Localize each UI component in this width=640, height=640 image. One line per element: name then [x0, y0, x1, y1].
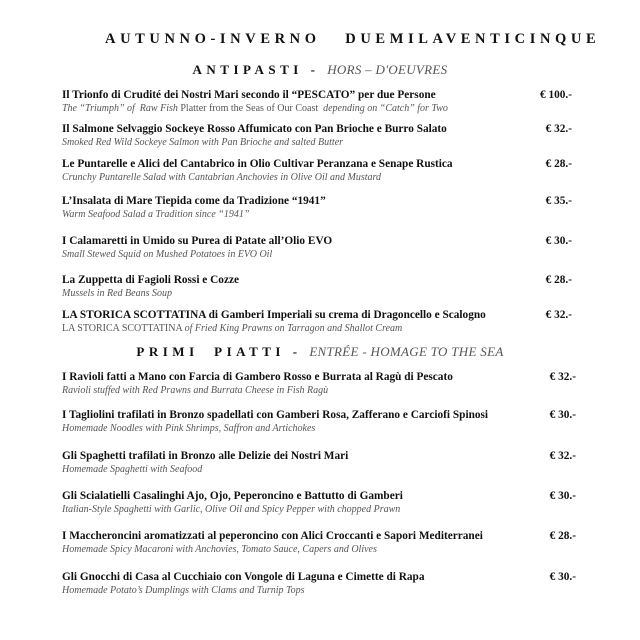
item-name: La Zuppetta di Fagioli Rossi e Cozze [62, 274, 239, 286]
item-description [62, 288, 572, 299]
item-name: I Tagliolini trafilati in Bronzo spadellati con Gamberi Rosa, Zafferano e Carciofi Spinosi [62, 409, 489, 421]
item-price: € 28.- [545, 274, 572, 286]
name-part: LA STORICA SCOTTATINA [62, 309, 206, 321]
menu-item [62, 409, 576, 434]
desc-part: Smoked Red Wild Sockeye Salmon with Pan Brioche and salted Butter [62, 137, 344, 148]
section-separator: - [302, 62, 328, 77]
item-price: € 100.- [539, 89, 572, 101]
item-name: I Maccheroncini aromatizzati al peperoncino con Alici Croccanti e Sapori Mediterranei [62, 530, 483, 542]
section-separator: - [284, 344, 310, 359]
section-heading-antipasti [0, 62, 640, 78]
item-description [62, 504, 572, 515]
item-description [62, 423, 572, 434]
item-name: I Ravioli fatti a Mano con Farcia di Gambero Rosso e Burrata al Ragù di Pescato [62, 371, 453, 383]
section-title: ANTIPASTI [192, 62, 303, 77]
item-price: € 30.- [545, 235, 572, 247]
item-description [62, 544, 572, 555]
menu-item [62, 235, 572, 260]
desc-part: Warm Seafood Salad a Tradition since “1941” [62, 209, 250, 220]
menu-item [62, 158, 572, 183]
desc-part: Platter from the Seas of Our Coast [177, 103, 324, 114]
menu-item [62, 571, 576, 596]
menu-item [62, 123, 572, 148]
item-description [62, 209, 572, 220]
item-name: Gli Spaghetti trafilati in Bronzo alle Delizie dei Nostri Mari [62, 450, 349, 462]
item-name: L’Insalata di Mare Tiepida come da Tradizione “1941” [62, 195, 326, 207]
name-part: di Gamberi Imperiali su crema di Dragoncello e Scalogno [205, 309, 486, 321]
item-price: € 32.- [549, 450, 576, 462]
item-description [62, 323, 572, 334]
section-title: PRIMI PIATTI [136, 344, 285, 359]
item-price: € 32.- [549, 371, 576, 383]
desc-part: of Fried King Prawns on Tarragon and Shallot Cream [184, 323, 403, 334]
section-heading-primi [0, 344, 640, 360]
item-name: Gli Scialatielli Casalinghi Ajo, Ojo, Peperoncino e Battutto di Gamberi [62, 490, 403, 502]
item-price: € 32.- [545, 123, 572, 135]
menu-item [62, 309, 572, 334]
item-description [62, 249, 572, 260]
item-name: I Calamaretti in Umido su Purea di Patate all’Olio EVO [62, 235, 333, 247]
menu-item [62, 530, 576, 555]
desc-part: Homemade Potato’s Dumplings with Clams and Turnip Tops [62, 585, 305, 596]
menu-item [62, 274, 572, 299]
item-price: € 28.- [545, 158, 572, 170]
section-subtitle: HORS – D'OEUVRES [327, 62, 448, 77]
item-price: € 35.- [545, 195, 572, 207]
desc-part: Mussels in Red Beans Soup [62, 288, 172, 299]
desc-part: Homemade Spicy Macaroni with Anchovies, Tomato Sauce, Capers and Olives [62, 544, 377, 555]
menu-item [62, 450, 576, 475]
desc-part: Homemade Noodles with Pink Shrimps, Saffron and Artichokes [62, 423, 316, 434]
item-description [62, 137, 572, 148]
item-description [62, 585, 572, 596]
menu-title: AUTUNNO-INVERNO DUEMILAVENTICINQUE [105, 31, 601, 47]
item-description [62, 385, 572, 396]
item-description [62, 103, 572, 114]
item-price: € 30.- [549, 409, 576, 421]
menu-item [62, 371, 576, 396]
item-name: Il Trionfo di Crudité dei Nostri Mari secondo il “PESCATO” per due Persone [62, 89, 436, 101]
item-description [62, 172, 572, 183]
menu-item [62, 490, 576, 515]
item-description [62, 464, 572, 475]
section-subtitle: ENTRÉE - HOMAGE TO THE SEA [309, 344, 504, 359]
item-price: € 32.- [545, 309, 572, 321]
menu-item [62, 195, 572, 220]
desc-part: Ravioli stuffed with Red Prawns and Burrata Cheese in Fish Ragù [62, 385, 329, 396]
item-name [62, 309, 572, 321]
menu-item [62, 89, 572, 114]
desc-part: Italian-Style Spaghetti with Garlic, Olive Oil and Spicy Pepper with chopped Prawn [62, 504, 401, 515]
desc-part: The “Triumph” of Raw Fish [62, 103, 178, 114]
item-name: Le Puntarelle e Alici del Cantabrico in Olio Cultivar Peranzana e Senape Rustica [62, 158, 453, 170]
desc-part: Crunchy Puntarelle Salad with Cantabrian Anchovies in Olive Oil and Mustard [62, 172, 382, 183]
desc-part: depending on “Catch” for Two [323, 103, 448, 114]
item-price: € 28.- [549, 530, 576, 542]
desc-part: LA STORICA SCOTTATINA [62, 323, 185, 334]
item-name: Gli Gnocchi di Casa al Cucchiaio con Vongole di Laguna e Cimette di Rapa [62, 571, 425, 583]
desc-part: Homemade Spaghetti with Seafood [62, 464, 203, 475]
desc-part: Small Stewed Squid on Mushed Potatoes in EVO Oil [62, 249, 273, 260]
item-name: Il Salmone Selvaggio Sockeye Rosso Affumicato con Pan Brioche e Burro Salato [62, 123, 447, 135]
item-price: € 30.- [549, 490, 576, 502]
item-price: € 30.- [549, 571, 576, 583]
